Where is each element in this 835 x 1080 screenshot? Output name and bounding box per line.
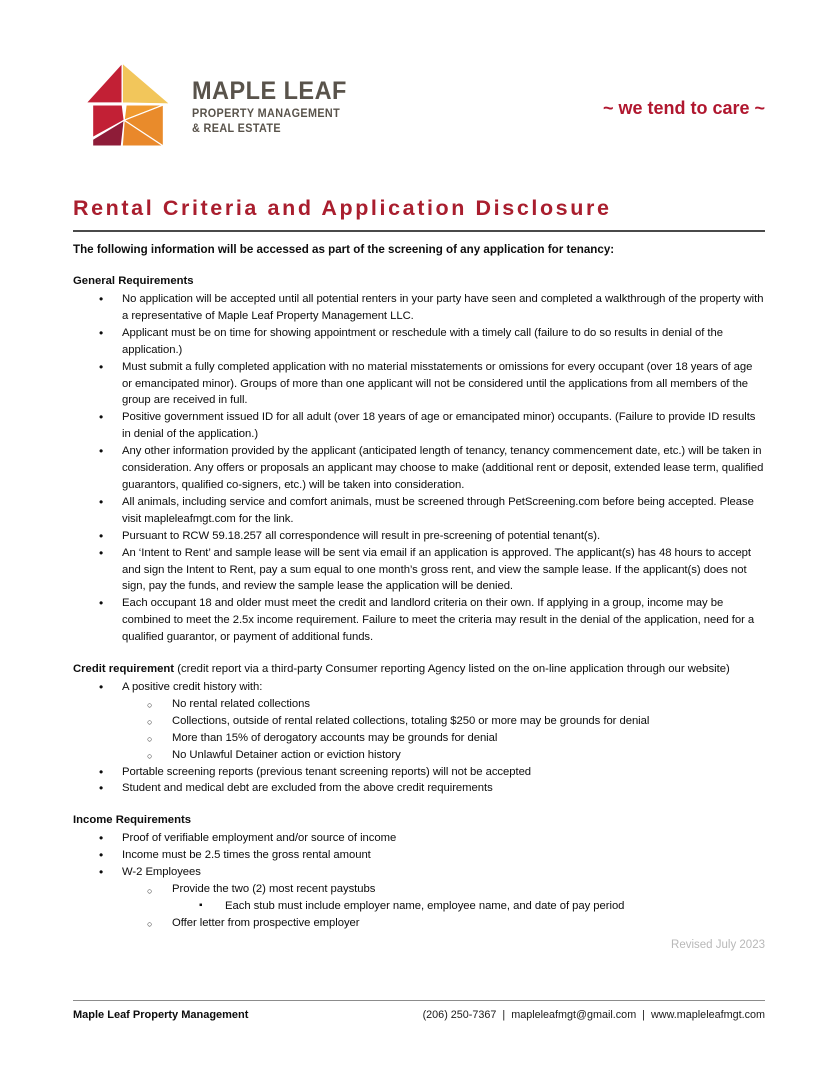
- section-heading-bold: Income Requirements: [73, 814, 192, 827]
- section-general-requirements: [73, 273, 765, 646]
- list-item: • All animals, including service and comfort animals, must be screened through PetScreening.com before being accepted. Please visit mapleleafmgt.com for the link.: [73, 494, 765, 528]
- list-item: • A positive credit history with:: [73, 679, 765, 696]
- list-item: ○ No rental related collections: [73, 696, 765, 713]
- logo-house-icon: [80, 60, 176, 148]
- list-item: • An ‘Intent to Rent’ and sample lease will be sent via email if an application is approved. The applicant(s) has 48 hours to accept and sign the Intent to Rent, pay a sum equal to one month’s gross rent, and view the sample lease. If the applicant(s) does not sign, pay the funds, and review the sample lease the application will be denied.: [73, 545, 765, 596]
- list-item: ○ Provide the two (2) most recent paystubs: [73, 881, 765, 898]
- list-item: • Portable screening reports (previous tenant screening reports) will not be accepted: [73, 764, 765, 781]
- section-heading: [73, 273, 765, 290]
- footer-divider: [73, 1000, 765, 1001]
- list-item: • W-2 Employees: [73, 864, 765, 881]
- document-body: [73, 196, 765, 951]
- list-item: • No application will be accepted until all potential renters in your party have seen and completed a walkthrough of the property with a representative of Maple Leaf Property Management LLC.: [73, 291, 765, 325]
- list-item: ▪ Each stub must include employer name, employee name, and date of pay period: [73, 898, 765, 915]
- page-footer: [73, 1000, 765, 1021]
- bullet-list: [73, 291, 765, 646]
- section-income-requirements: [73, 812, 765, 931]
- list-item: • Student and medical debt are excluded from the above credit requirements: [73, 780, 765, 797]
- list-item: ○ Offer letter from prospective employer: [73, 915, 765, 932]
- logo-subtitle-real-estate: & REAL ESTATE: [192, 123, 281, 136]
- list-item: • Must submit a fully completed application with no material misstatements or omissions for every occupant (over 18 years of age or emancipated minor). Groups of more than one applicant will not be considered until the applications from all members of the group are received in full.: [73, 359, 765, 410]
- list-item: • Pursuant to RCW 59.18.257 all correspondence will result in pre-screening of potential tenant(s).: [73, 528, 765, 545]
- bullet-list: [73, 679, 765, 797]
- title-divider: [73, 230, 765, 232]
- footer-company-name: Maple Leaf Property Management: [73, 1009, 249, 1021]
- section-credit-requirement: [73, 661, 765, 797]
- section-heading-rest: (credit report via a third-party Consumer reporting Agency listed on the on-line application through our website): [174, 663, 730, 676]
- section-heading: [73, 812, 765, 829]
- section-heading: [73, 661, 765, 678]
- bullet-list: [73, 830, 765, 931]
- list-item: ○ Collections, outside of rental related collections, totaling $250 or more may be grounds for denial: [73, 713, 765, 730]
- company-logo: [80, 60, 357, 148]
- footer-contact-info: (206) 250-7367 | mapleleafmgt@gmail.com | www.mapleleafmgt.com: [422, 1009, 765, 1021]
- list-item: • Applicant must be on time for showing appointment or reschedule with a timely call (failure to do so results in denial of the application.): [73, 325, 765, 359]
- logo-company-name: MAPLE LEAF: [192, 77, 347, 105]
- list-item: ○ No Unlawful Detainer action or eviction history: [73, 747, 765, 764]
- list-item: ○ More than 15% of derogatory accounts may be grounds for denial: [73, 730, 765, 747]
- page-title: Rental Criteria and Application Disclosure: [73, 196, 612, 220]
- company-tagline: ~ we tend to care ~: [602, 98, 765, 118]
- section-heading-bold: Credit requirement: [73, 663, 175, 676]
- section-heading-bold: General Requirements: [73, 275, 194, 287]
- list-item: • Proof of verifiable employment and/or source of income: [73, 830, 765, 847]
- revised-note: Revised July 2023: [671, 938, 765, 951]
- list-item: • Each occupant 18 and older must meet the credit and landlord criteria on their own. If applying in a group, income may be combined to meet the 2.5x income requirement. Failure to meet the criteria may result in the denial of the application, need for a qualified guarantor, or payment of additional funds.: [73, 595, 765, 646]
- intro-line: The following information will be accessed as part of the screening of any application for tenancy:: [73, 243, 615, 256]
- list-item: • Any other information provided by the applicant (anticipated length of tenancy, tenancy commencement date, etc.) will be taken in consideration. Any offers or proposals an applicant may choose to make (additional rent or deposit, extended lease term, qualified guarantors, qualified co-signers, etc.) will be taken into consideration.: [73, 443, 765, 494]
- list-item: • Income must be 2.5 times the gross rental amount: [73, 847, 765, 864]
- list-item: • Positive government issued ID for all adult (over 18 years of age or emancipated minor) occupants. (Failure to provide ID results in denial of the application.): [73, 409, 765, 443]
- logo-text-block: [192, 60, 357, 137]
- logo-subtitle-property-management: PROPERTY MANAGEMENT: [192, 108, 341, 120]
